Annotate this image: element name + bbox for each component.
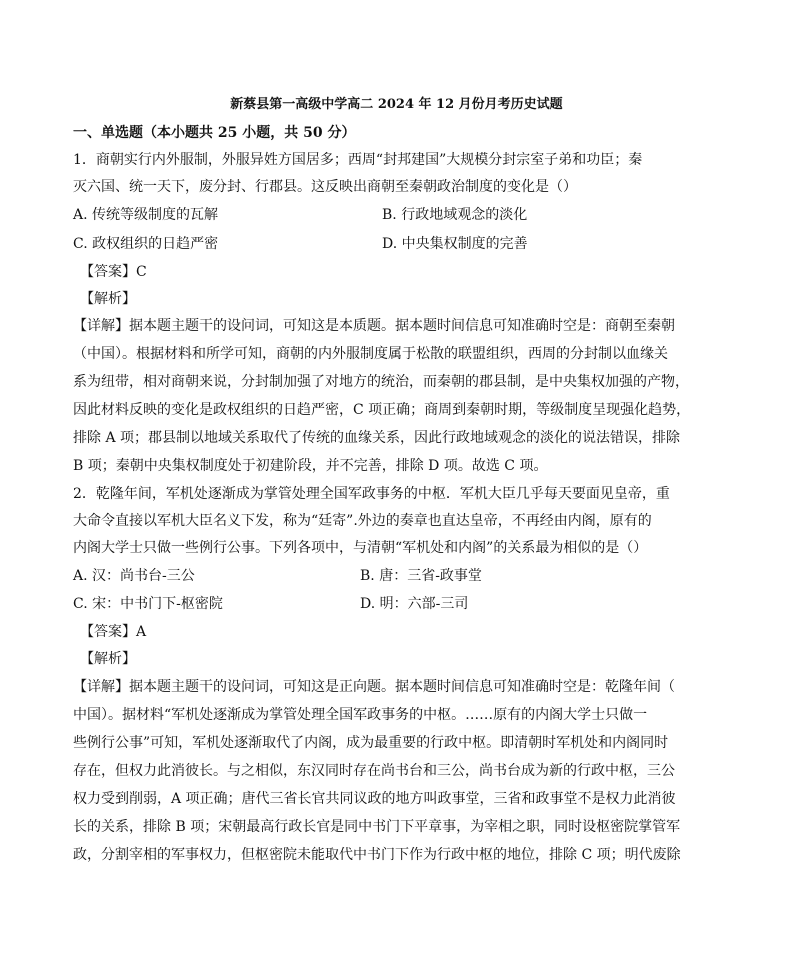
question-2-detail-line: 【详解】据本题主题干的设问词，可知这是正向题。据本题时间信息可知准确时空是：乾隆年间（: [73, 679, 675, 695]
section-heading: 一、单选题（本小题共 25 小题，共 50 分）: [73, 125, 356, 141]
question-1-stem-line-1: 1．商朝实行内外服制，外服异姓方国居多；西周“封邦建国”大规模分封宗室子弟和功臣；秦: [73, 152, 643, 168]
question-1-analysis-label: 【解析】: [80, 291, 136, 307]
question-1-detail-line: 排除 A 项；郡县制以地域关系取代了传统的血缘关系，因此行政地域观念的淡化的说法错误，排除: [73, 430, 681, 446]
question-1-option-c: C. 政权组织的日趋严密: [73, 236, 219, 252]
question-2-detail: [73, 673, 723, 869]
question-2-stem-line-2: 大命令直接以军机大臣名义下发，称为“廷寄”.外边的奏章也直达皇帝，不再经由内阁，原有的: [73, 513, 652, 529]
question-2-option-c: C. 宋：中书门下-枢密院: [73, 596, 223, 612]
question-1-detail-line: 【详解】据本题主题干的设问词，可知这是本质题。据本题时间信息可知准确时空是：商朝至秦朝: [73, 318, 675, 334]
question-1-option-a: A. 传统等级制度的瓦解: [73, 207, 219, 223]
question-2-detail-line: 长的关系，排除 B 项；宋朝最高行政长官是同中书门下平章事，为宰相之职，同时设枢密院掌管军: [73, 819, 681, 835]
question-2-detail-line: 政，分割宰相的军事权力，但枢密院未能取代中书门下作为行政中枢的地位，排除 C 项；明代废除: [73, 847, 681, 863]
question-2-detail-line: 些例行公事”可知，军机处逐渐取代了内阁，成为最重要的行政中枢。即清朝时军机处和内阁同时: [73, 735, 669, 751]
question-1-answer: 【答案】C: [80, 264, 147, 280]
question-2-detail-line: 权力受到削弱，A 项正确；唐代三省长官共同议政的地方叫政事堂，三省和政事堂不是权力此消彼: [73, 791, 676, 807]
question-1-stem-line-2: 灭六国、统一天下，废分封、行郡县。这反映出商朝至秦朝政治制度的变化是（）: [73, 179, 577, 195]
question-1-detail-line: 因此材料反映的变化是政权组织的日趋严密，C 项正确；商周到秦朝时期，等级制度呈现强化趋势，: [73, 402, 691, 418]
question-1-option-d: D. 中央集权制度的完善: [382, 236, 528, 252]
question-2-detail-line: 存在，但权力此消彼长。与之相似，东汉同时存在尚书台和三公，尚书台成为新的行政中枢，三公: [73, 763, 675, 779]
question-2-stem-line-1: 2．乾隆年间，军机处逐渐成为掌管处理全国军政事务的中枢．军机大臣几乎每天要面见皇帝，重: [73, 486, 670, 502]
question-1-option-b: B. 行政地域观念的淡化: [382, 207, 528, 223]
question-2-option-d: D. 明：六部-三司: [360, 596, 469, 612]
question-1-detail-line: 系为纽带，相对商朝来说，分封制加强了对地方的统治，而秦朝的郡县制，是中央集权加强的产物，: [73, 374, 689, 390]
question-2-option-a: A. 汉：尚书台-三公: [73, 568, 195, 584]
question-1-detail-line: （中国）。根据材料和所学可知，商朝的内外服制度属于松散的联盟组织，西周的分封制以血缘关: [73, 346, 668, 362]
question-2-answer: 【答案】A: [80, 624, 147, 640]
question-1-detail-line: B 项；秦朝中央集权制度处于初建阶段，并不完善，排除 D 项。故选 C 项。: [73, 458, 548, 474]
page-title: 新蔡县第一高级中学高二 2024 年 12 月份月考历史试题: [230, 97, 563, 112]
question-2-detail-line: 中国）。据材料“军机处逐渐成为掌管处理全国军政事务的中枢。……原有的内阁大学士只做一: [73, 707, 648, 723]
question-2-option-b: B. 唐：三省-政事堂: [360, 568, 482, 584]
question-1-detail: [73, 312, 723, 480]
question-2-analysis-label: 【解析】: [80, 651, 136, 667]
question-2-stem-line-3: 内阁大学士只做一些例行公事。下列各项中，与清朝“军机处和内阁”的关系最为相似的是（）: [73, 540, 648, 556]
